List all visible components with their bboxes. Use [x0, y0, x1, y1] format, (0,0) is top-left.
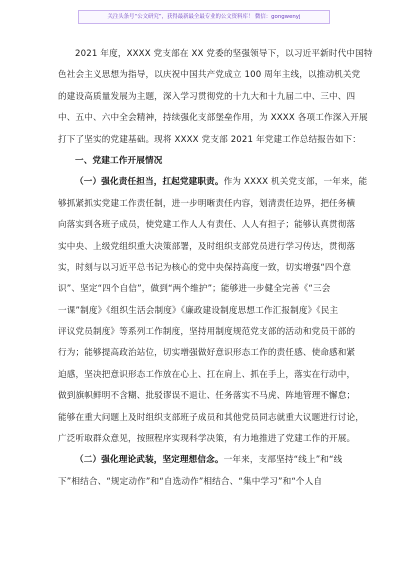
subsection-1-line: 评议党员制度》等系列工作制度，坚持用制度规范党支部的活动和党员干部的: [58, 327, 356, 338]
intro-paragraph-line: 中、五中、六中全会精神，持续强化支部堡垒作用，为 XXXX 各项工作深入开展: [58, 113, 368, 124]
subsection-1-line: 识”、坚定“四个自信”，做到“两个维护”；能够进一步健全完善《“三会: [58, 284, 331, 295]
intro-paragraph-line: 2021 年度，XXXX 党支部在 XX 党委的坚强领导下，以习近平新时代中国特: [75, 49, 373, 59]
subsection-1-line: 向落实到各班子成员，使党建工作人人有责任、人人有担子；能够认真贯彻落: [58, 220, 356, 231]
promo-banner-text: 关注头条号“公文研究”，获得最新最全最专业的公文资料库！ 微信：gongwenyj: [107, 14, 301, 20]
subsection-1-line: 迫感，坚决把意识形态工作放在心上、扛在肩上、抓在手上，落实在行动中，: [58, 369, 356, 380]
intro-paragraph-line: 的建设高质量发展为主题，深入学习贯彻党的十九大和十九届二中、三中、四: [58, 91, 356, 102]
subsection-1-line: 做到旗帜鲜明不含糊、批驳谬误不退让、任务落实不马虎、阵地管理不懈怠；: [58, 391, 356, 402]
subsection-1-line: 广泛听取群众意见，按照程序实现科学决策，有力地推进了党建工作的开展。: [58, 434, 356, 445]
subsection-2-line: 下”相结合、“规定动作”和“自选动作”相结合、“集中学习”和“个人自: [58, 476, 323, 487]
subsection-2-first-line: [58, 450, 352, 471]
subsection-2-title: （二）强化理论武装，坚定理想信念。: [75, 455, 224, 466]
intro-paragraph-line: 色社会主义思想为指导，以庆祝中国共产党成立 100 周年主线，以推动机关党: [58, 70, 361, 81]
subsection-1-line: 一课”制度》《组织生活会制度》《廉政建设制度思想工作汇报制度》《民主: [58, 305, 339, 316]
section-heading: 一、党建工作开展情况: [75, 155, 163, 166]
subsection-2-text: 一年来，支部坚持“线上”和“线: [223, 455, 343, 466]
subsection-1-title: （一）强化责任担当，扛起党建职责。: [75, 177, 224, 188]
subsection-1-line: 行为；能够提高政治站位，切实增强做好意识形态工作的责任感、使命感和紧: [58, 348, 356, 359]
subsection-1-line: 能够在重大问题上及时组织支部班子成员和其他党员同志就重大议题进行讨论，: [58, 412, 365, 423]
subsection-1-line: 实，时刻与以习近平总书记为核心的党中央保持高度一致，切实增强“四个意: [58, 262, 352, 273]
promo-banner[interactable]: [78, 10, 330, 24]
intro-paragraph-line: 打下了坚实的党建基础。现将 XXXX 党支部 2021 年党建工作总结报告如下：: [58, 134, 361, 145]
subsection-1-text: 作为 XXXX 机关党支部，一年来，能: [223, 177, 368, 188]
subsection-1-line: 实中央、上级党组织重大决策部署，及时组织支部党员进行学习传达，贯彻落: [58, 241, 356, 252]
subsection-1-first-line: [58, 172, 368, 193]
document-body: [58, 44, 373, 493]
subsection-1-line: 够抓紧抓实党建工作责任制，进一步明晰责任内容，划清责任边界，把任务横: [58, 198, 356, 209]
